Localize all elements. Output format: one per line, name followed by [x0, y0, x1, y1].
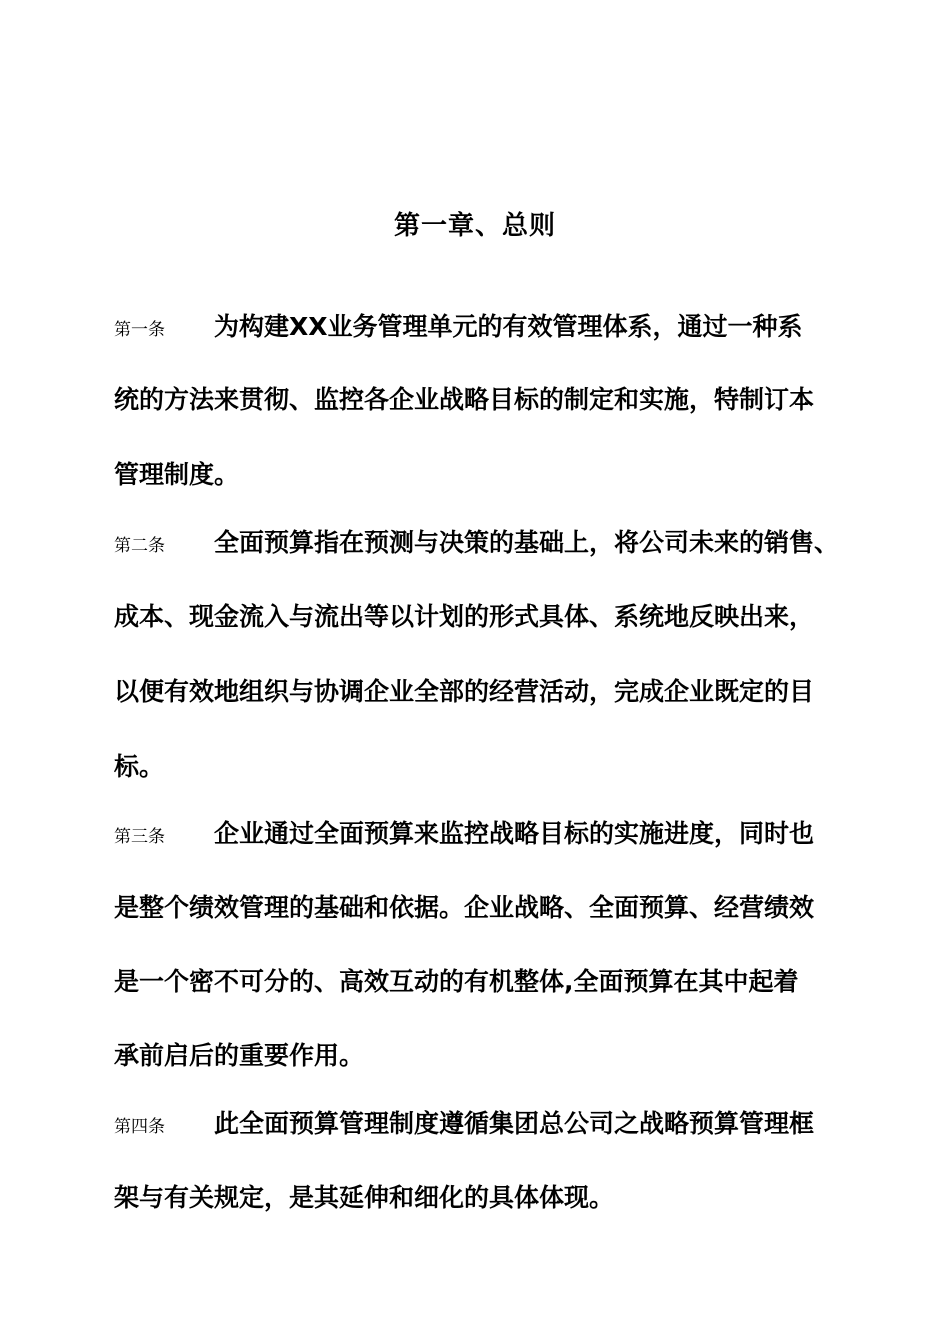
article-3-line-4: 承前启后的重要作用。 — [114, 1041, 365, 1070]
article-4-line-1 — [114, 1104, 814, 1144]
chapter-title: 第一章、总则 — [393, 211, 556, 241]
article-4-text: 此全面预算管理制度遵循集团总公司之战略预算管理框 — [214, 1109, 815, 1138]
article-1-text: 为构建XX业务管理单元的有效管理体系，通过一种系 — [214, 312, 803, 341]
article-2-label: 第二条 — [114, 536, 165, 556]
article-2-text: 全面预算指在预测与决策的基础上，将公司未来的销售、 — [214, 528, 840, 557]
article-3-label: 第三条 — [114, 827, 165, 847]
article-1-line-1 — [114, 307, 803, 347]
article-2-line-4: 标。 — [114, 752, 165, 781]
article-3-text: 企业通过全面预算来监控战略目标的实施进度，同时也 — [214, 819, 815, 848]
article-3-line-1 — [114, 814, 814, 854]
article-4-label: 第四条 — [114, 1117, 165, 1137]
article-2-line-2: 成本、现金流入与流出等以计划的形式具体、系统地反映出来， — [114, 602, 815, 631]
article-2-line-3: 以便有效地组织与协调企业全部的经营活动，完成企业既定的目 — [114, 677, 815, 706]
article-2-line-1 — [114, 523, 839, 563]
article-3-line-3: 是一个密不可分的、高效互动的有机整体,全面预算在其中起着 — [114, 967, 799, 996]
article-4-line-2: 架与有关规定，是其延伸和细化的具体体现。 — [114, 1183, 615, 1212]
article-1-line-2: 统的方法来贯彻、监控各企业战略目标的制定和实施，特制订本 — [114, 385, 815, 414]
article-1-label: 第一条 — [114, 320, 165, 340]
article-3-line-2: 是整个绩效管理的基础和依据。企业战略、全面预算、经营绩效 — [114, 893, 815, 922]
article-1-line-3: 管理制度。 — [114, 460, 240, 489]
